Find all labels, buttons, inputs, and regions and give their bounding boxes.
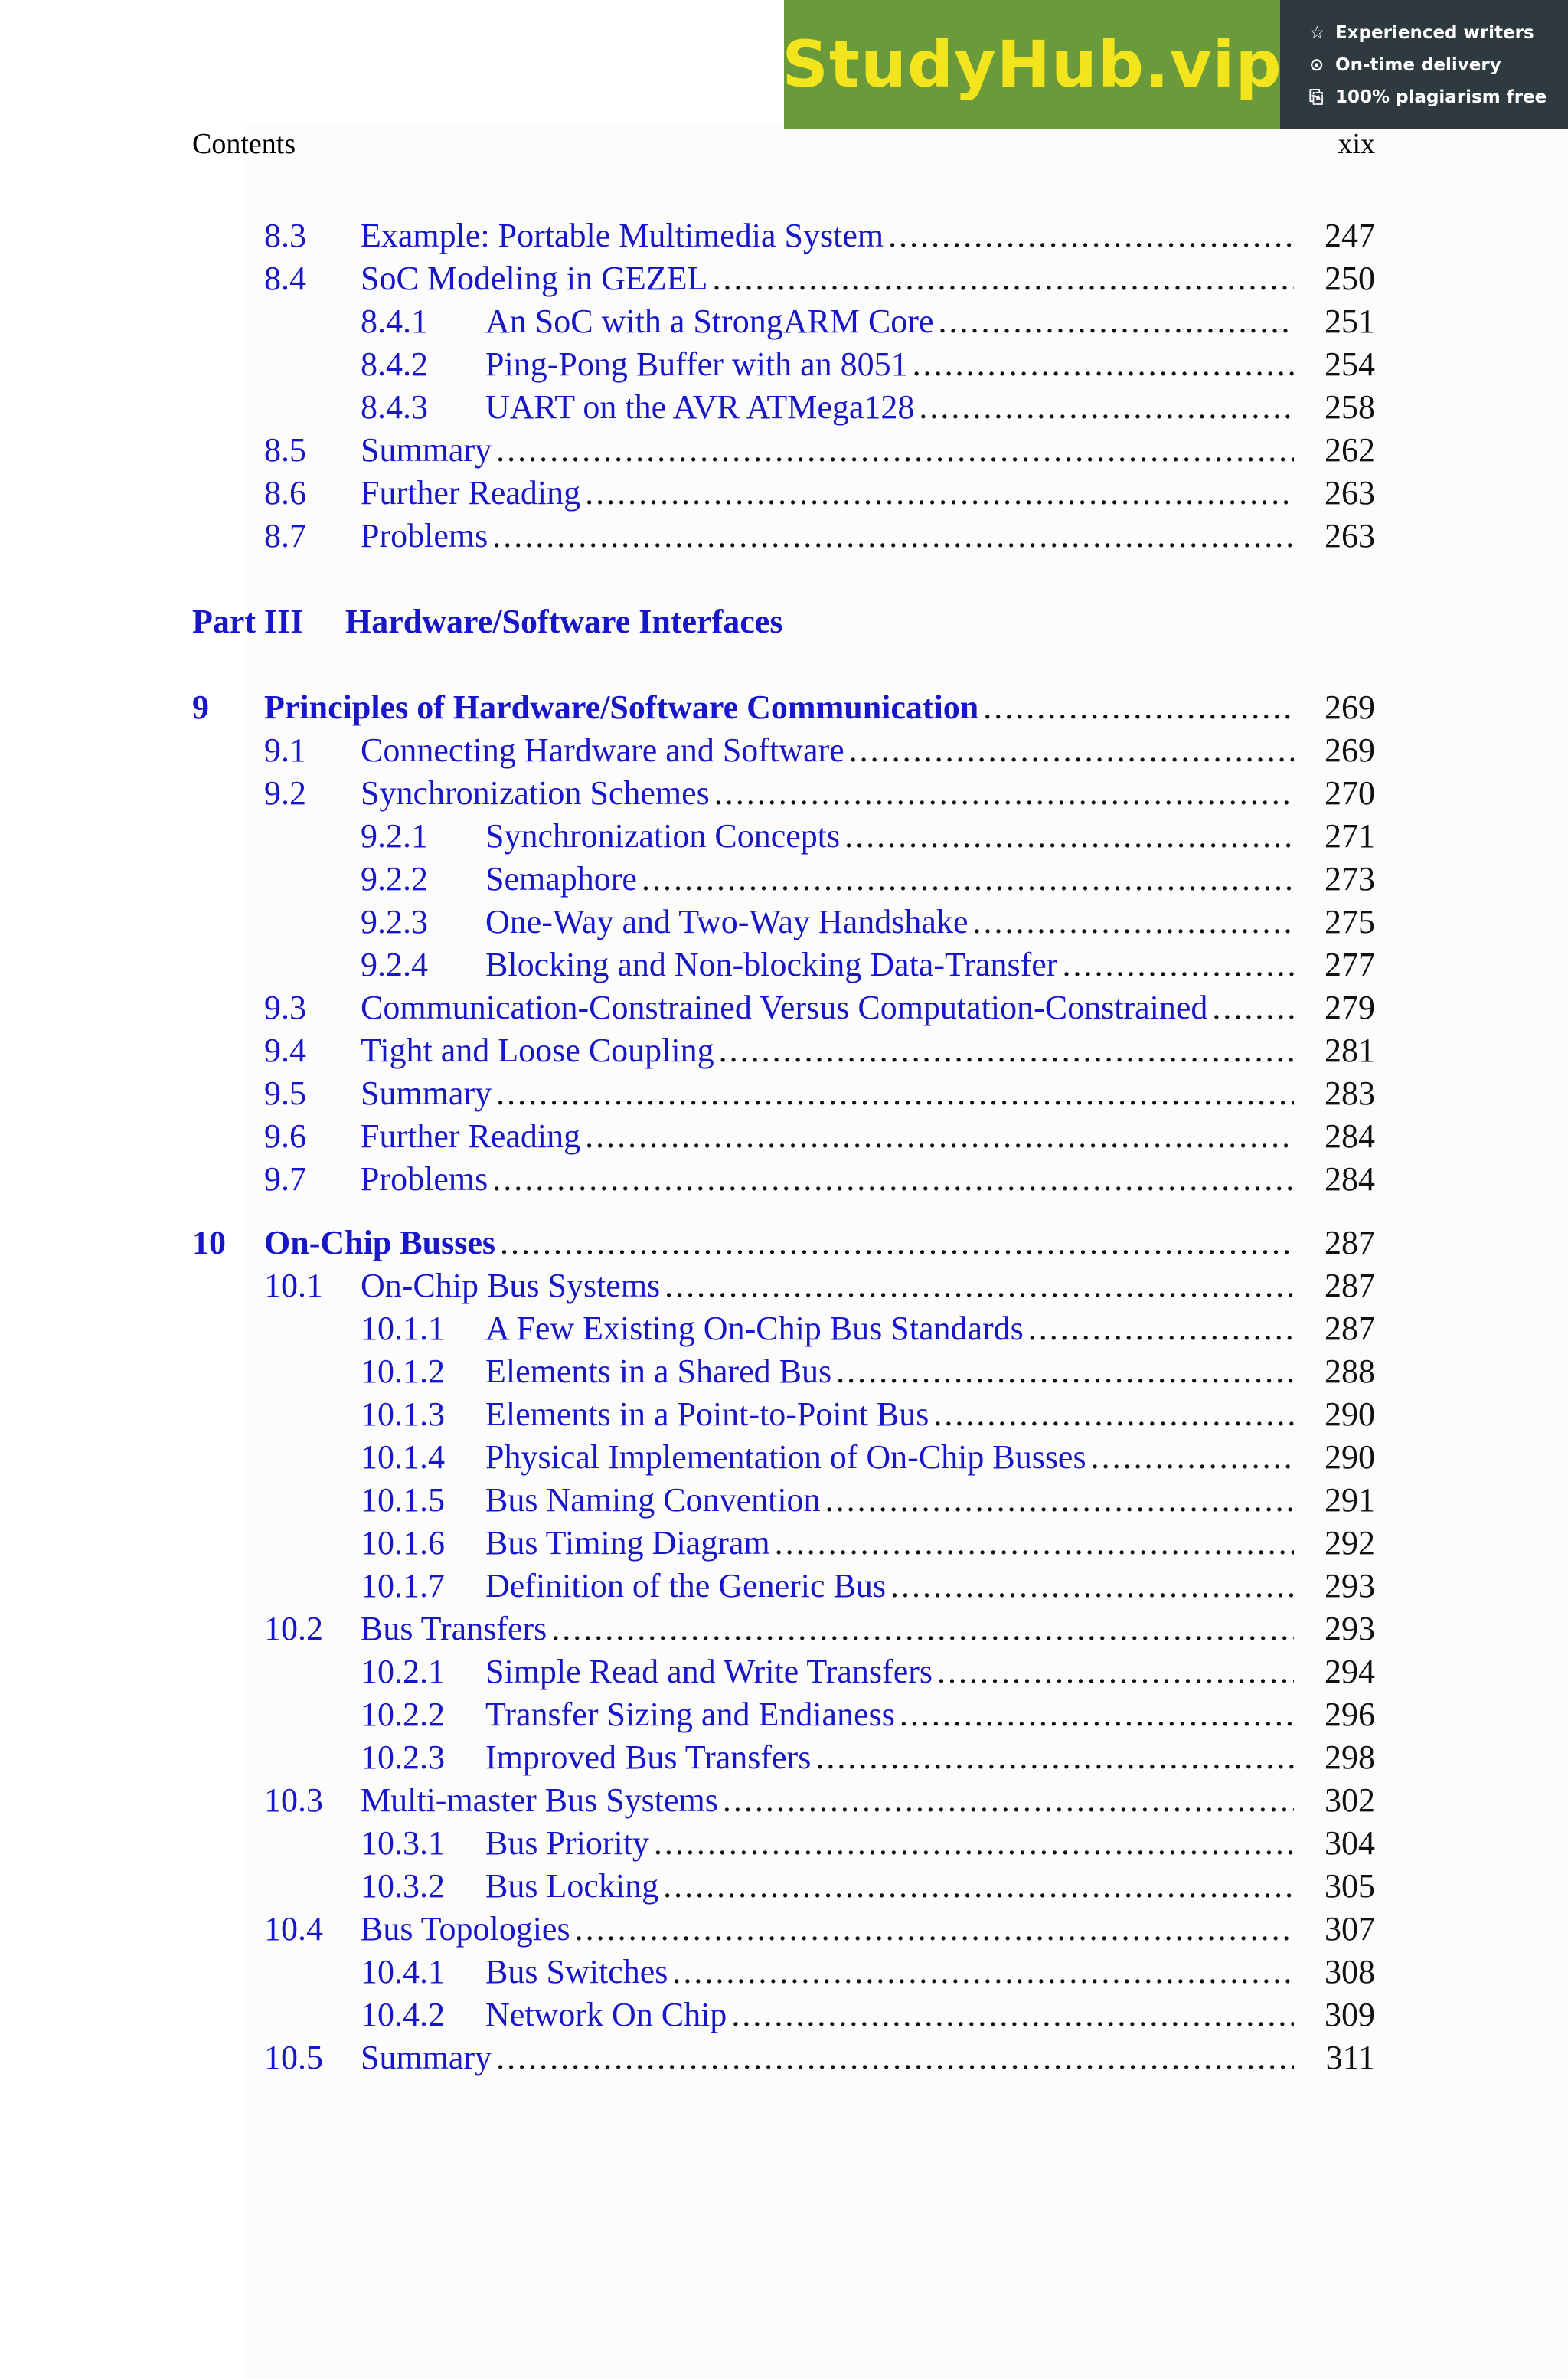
dot-leader <box>663 1865 1294 1908</box>
toc-entry-page: 250 <box>1325 260 1375 297</box>
toc-entry-page: 287 <box>1325 1310 1375 1347</box>
toc-entry-page: 292 <box>1325 1524 1375 1562</box>
dot-leader <box>500 1222 1294 1264</box>
banner-feature-label: 100% plagiarism free <box>1335 87 1547 107</box>
toc-entry[interactable] <box>0 1951 1568 1994</box>
toc-entry-number: 10.3.1 <box>361 1824 445 1862</box>
toc-entry[interactable] <box>0 986 1568 1029</box>
toc-entry-number: 9.3 <box>264 989 306 1026</box>
toc-entry-page: 290 <box>1325 1438 1375 1476</box>
toc-part-number: Part III <box>192 603 304 640</box>
dot-leader <box>496 2036 1294 2079</box>
document-icon: ⎘ <box>1309 87 1324 107</box>
dot-leader <box>825 1479 1294 1522</box>
toc-entry-number: 9.2.4 <box>361 946 428 983</box>
toc-entry-title[interactable]: Synchronization Schemes <box>361 774 710 812</box>
dot-leader <box>972 901 1294 944</box>
toc-entry-number: 10.5 <box>264 2039 323 2076</box>
toc-entry-number: 8.4.3 <box>361 388 428 426</box>
dot-leader <box>654 1822 1294 1865</box>
toc-entry-number: 10.2.2 <box>361 1696 445 1733</box>
dot-leader <box>844 815 1294 858</box>
dot-leader <box>714 772 1294 815</box>
running-header-page-number: xix <box>1338 128 1375 160</box>
running-header-title: Contents <box>192 128 296 160</box>
toc-entry-title[interactable]: Further Reading <box>361 1117 581 1155</box>
toc-entry-title[interactable]: Tight and Loose Coupling <box>361 1032 714 1069</box>
toc-entry[interactable] <box>0 1436 1568 1479</box>
dot-leader <box>900 1693 1294 1736</box>
toc-entry-page: 287 <box>1325 1224 1375 1261</box>
toc-entry-title[interactable]: Multi-master Bus Systems <box>361 1781 718 1819</box>
toc-entry-title[interactable]: Problems <box>361 1160 488 1198</box>
toc-entry-page: 298 <box>1325 1739 1375 1776</box>
toc-entry-title[interactable]: Network On Chip <box>485 1996 727 2033</box>
toc-chapter-title[interactable]: On-Chip Busses <box>264 1224 496 1261</box>
toc-entry-page: 288 <box>1325 1353 1375 1390</box>
toc-entry[interactable] <box>0 2036 1568 2079</box>
dot-leader <box>919 386 1294 429</box>
toc-entry[interactable] <box>0 1522 1568 1565</box>
toc-entry-number: 10.3.2 <box>361 1867 445 1905</box>
banner-feature-writers <box>1309 20 1562 52</box>
toc-entry-title[interactable]: Elements in a Point-to-Point Bus <box>485 1395 929 1433</box>
toc-entry-number: 9.2 <box>264 774 306 812</box>
toc-entry[interactable] <box>0 257 1568 300</box>
toc-entry[interactable] <box>0 1565 1568 1608</box>
toc-entry-page: 269 <box>1325 731 1375 769</box>
toc-entry-page: 304 <box>1325 1824 1375 1862</box>
toc-entry-title[interactable]: Semaphore <box>485 860 637 898</box>
toc-entry-title[interactable]: Communication-Constrained Versus Computation-Constrained <box>361 989 1208 1026</box>
clock-icon: ⊙ <box>1309 55 1325 75</box>
toc-entry-title[interactable]: UART on the AVR ATMega128 <box>485 388 915 426</box>
toc-entry-title[interactable]: Bus Priority <box>485 1824 649 1862</box>
toc-entry-page: 307 <box>1325 1910 1375 1948</box>
toc-entry-page: 293 <box>1325 1567 1375 1604</box>
toc-chapter-entry[interactable] <box>0 686 1568 729</box>
toc-entry-page: 247 <box>1325 217 1375 254</box>
toc-entry[interactable] <box>0 1736 1568 1779</box>
toc-entry-page: 281 <box>1325 1032 1375 1069</box>
dot-leader <box>585 1115 1294 1158</box>
toc-entry-title[interactable]: Bus Naming Convention <box>485 1481 821 1519</box>
toc-entry-number: 10.1.5 <box>361 1481 445 1519</box>
toc-entry[interactable] <box>0 1822 1568 1865</box>
toc-entry-page: 279 <box>1325 989 1375 1026</box>
toc-entry-page: 258 <box>1325 388 1375 426</box>
toc-entry-page: 290 <box>1325 1395 1375 1433</box>
toc-entry-title[interactable]: Improved Bus Transfers <box>485 1739 812 1776</box>
dot-leader <box>492 1158 1294 1201</box>
toc-part-title[interactable]: Hardware/Software Interfaces <box>345 603 783 640</box>
toc-entry-page: 284 <box>1325 1160 1375 1198</box>
toc-part-heading[interactable] <box>0 600 1568 643</box>
toc-entry-title[interactable]: Ping-Pong Buffer with an 8051 <box>485 345 908 383</box>
dot-leader <box>1212 986 1294 1029</box>
toc-entry[interactable] <box>0 1865 1568 1908</box>
toc-entry-number: 8.7 <box>264 517 306 554</box>
toc-entry[interactable] <box>0 944 1568 986</box>
toc-entry-title[interactable]: Simple Read and Write Transfers <box>485 1653 933 1690</box>
toc-entry-page: 263 <box>1325 474 1375 512</box>
toc-entry-number: 10.4.1 <box>361 1953 445 1990</box>
dot-leader <box>983 686 1294 729</box>
toc-entry-number: 10.1.4 <box>361 1438 445 1476</box>
toc-entry[interactable] <box>0 901 1568 944</box>
toc-entry-number: 9.1 <box>264 731 306 769</box>
toc-entry-title[interactable]: Connecting Hardware and Software <box>361 731 844 769</box>
toc-entry-page: 254 <box>1325 345 1375 383</box>
toc-entry[interactable] <box>0 1479 1568 1522</box>
dot-leader <box>913 343 1294 386</box>
toc-entry-title[interactable]: One-Way and Two-Way Handshake <box>485 903 969 940</box>
toc-entry-title[interactable]: Problems <box>361 517 488 554</box>
toc-entry-page: 269 <box>1325 689 1375 726</box>
toc-entry[interactable] <box>0 1307 1568 1350</box>
toc-entry-number: 9.7 <box>264 1160 306 1198</box>
toc-entry-page: 305 <box>1325 1867 1375 1905</box>
toc-entry-number: 8.4 <box>264 260 306 297</box>
toc-chapter-number: 10 <box>192 1224 226 1261</box>
toc-entry-title[interactable]: On-Chip Bus Systems <box>361 1267 661 1304</box>
toc-entry-number: 10.1.6 <box>361 1524 445 1562</box>
toc-entry-number: 8.6 <box>264 474 306 512</box>
toc-entry-page: 284 <box>1325 1117 1375 1155</box>
toc-entry-page: 291 <box>1325 1481 1375 1519</box>
toc-entry[interactable] <box>0 772 1568 815</box>
studyhub-logo[interactable] <box>784 0 1280 129</box>
toc-entry[interactable] <box>0 1779 1568 1822</box>
dot-leader <box>775 1522 1294 1565</box>
dot-leader <box>575 1908 1294 1951</box>
dot-leader <box>938 300 1294 343</box>
toc-entry[interactable] <box>0 1264 1568 1307</box>
toc-entry[interactable] <box>0 1393 1568 1436</box>
toc-entry-title[interactable]: Bus Switches <box>485 1953 668 1990</box>
toc-entry-number: 10.1.2 <box>361 1353 445 1390</box>
toc-entry-number: 10.3 <box>264 1781 323 1819</box>
toc-entry[interactable] <box>0 858 1568 901</box>
toc-entry-title[interactable]: Bus Locking <box>485 1867 659 1905</box>
toc-entry[interactable] <box>0 1158 1568 1201</box>
toc-entry-page: 302 <box>1325 1781 1375 1819</box>
dot-leader <box>836 1350 1294 1393</box>
toc-entry-title[interactable]: Bus Timing Diagram <box>485 1524 770 1562</box>
toc-entry-title[interactable]: Example: Portable Multimedia System <box>361 217 884 254</box>
dot-leader <box>888 214 1294 257</box>
toc-entry-number: 10.4.2 <box>361 1996 445 2033</box>
dot-leader <box>937 1650 1294 1693</box>
toc-entry[interactable] <box>0 1350 1568 1393</box>
toc-entry-number: 8.4.2 <box>361 345 428 383</box>
dot-leader <box>496 1072 1294 1115</box>
dot-leader <box>1091 1436 1294 1479</box>
toc-entry-page: 270 <box>1325 774 1375 812</box>
toc-entry-title[interactable]: Physical Implementation of On-Chip Busses <box>485 1438 1086 1476</box>
toc-entry-page: 308 <box>1325 1953 1375 1990</box>
toc-entry[interactable] <box>0 429 1568 472</box>
toc-entry-number: 9.2.1 <box>361 817 428 855</box>
dot-leader <box>585 472 1294 515</box>
toc-entry-page: 263 <box>1325 517 1375 554</box>
toc-entry[interactable] <box>0 1608 1568 1650</box>
toc-entry-page: 251 <box>1325 303 1375 340</box>
toc-entry[interactable] <box>0 1029 1568 1072</box>
toc-entry-number: 10.1.3 <box>361 1395 445 1433</box>
banner-feature-label: Experienced writers <box>1335 23 1534 43</box>
toc-entry[interactable] <box>0 815 1568 858</box>
toc-entry-title[interactable]: Summary <box>361 2039 492 2076</box>
toc-entry-title[interactable]: Further Reading <box>361 474 581 512</box>
toc-entry[interactable] <box>0 343 1568 386</box>
toc-entry-page: 311 <box>1325 2039 1375 2076</box>
toc-chapter-entry[interactable] <box>0 1222 1568 1264</box>
toc-entry-number: 10.2.1 <box>361 1653 445 1690</box>
dot-leader <box>815 1736 1294 1779</box>
studyhub-logo-text: StudyHub.vip <box>782 27 1282 102</box>
toc-entry-number: 9.2.2 <box>361 860 428 898</box>
toc-entry-number: 9.2.3 <box>361 903 428 940</box>
toc-chapter-number: 9 <box>192 689 209 726</box>
dot-leader <box>723 1779 1294 1822</box>
toc-entry[interactable] <box>0 214 1568 257</box>
toc-entry-title[interactable]: Bus Topologies <box>361 1910 570 1948</box>
toc-entry-title[interactable]: Blocking and Non-blocking Data-Transfer <box>485 946 1058 983</box>
toc-entry-number: 8.4.1 <box>361 303 428 340</box>
dot-leader <box>551 1608 1294 1650</box>
toc-entry-title[interactable]: A Few Existing On-Chip Bus Standards <box>485 1310 1024 1347</box>
toc-entry-page: 283 <box>1325 1075 1375 1112</box>
dot-leader <box>492 515 1294 558</box>
dot-leader <box>890 1565 1294 1608</box>
dot-leader <box>712 257 1294 300</box>
toc-entry-number: 9.5 <box>264 1075 306 1112</box>
toc-entry-page: 287 <box>1325 1267 1375 1304</box>
toc-entry[interactable] <box>0 1994 1568 2036</box>
toc-entry-title[interactable]: SoC Modeling in GEZEL <box>361 260 708 297</box>
star-icon: ☆ <box>1309 23 1325 43</box>
toc-entry-number: 10.1.1 <box>361 1310 445 1347</box>
toc-entry-title[interactable]: Synchronization Concepts <box>485 817 841 855</box>
toc-entry-title[interactable]: Elements in a Shared Bus <box>485 1353 832 1390</box>
toc-entry[interactable] <box>0 1693 1568 1736</box>
toc-entry-page: 293 <box>1325 1610 1375 1647</box>
dot-leader <box>1062 944 1294 986</box>
toc-entry[interactable] <box>0 386 1568 429</box>
toc-entry-title[interactable]: Summary <box>361 431 492 469</box>
toc-entry[interactable] <box>0 515 1568 558</box>
toc-entry-number: 10.4 <box>264 1910 323 1948</box>
toc-entry[interactable] <box>0 1115 1568 1158</box>
banner-feature-list <box>1309 20 1562 116</box>
toc-entry-number: 10.1.7 <box>361 1567 445 1604</box>
toc-chapter-title[interactable]: Principles of Hardware/Software Communication <box>264 689 979 726</box>
banner-feature-delivery <box>1309 52 1562 84</box>
toc-entry-number: 8.3 <box>264 217 306 254</box>
dot-leader <box>849 729 1294 772</box>
toc-entry-page: 296 <box>1325 1696 1375 1733</box>
toc-entry[interactable] <box>0 729 1568 772</box>
toc-entry-page: 294 <box>1325 1653 1375 1690</box>
dot-leader <box>642 858 1294 901</box>
toc-entry-number: 10.2 <box>264 1610 323 1647</box>
toc-entry-number: 10.2.3 <box>361 1739 445 1776</box>
toc-entry[interactable] <box>0 1650 1568 1693</box>
toc-entry-page: 273 <box>1325 860 1375 898</box>
toc-entry-title[interactable]: An SoC with a StrongARM Core <box>485 303 934 340</box>
dot-leader <box>933 1393 1294 1436</box>
toc-entry[interactable] <box>0 472 1568 515</box>
dot-leader <box>496 429 1294 472</box>
toc-entry-number: 10.1 <box>264 1267 323 1304</box>
dot-leader <box>672 1951 1294 1994</box>
toc-entry-number: 8.5 <box>264 431 306 469</box>
toc-entry[interactable] <box>0 300 1568 343</box>
toc-entry-title[interactable]: Definition of the Generic Bus <box>485 1567 886 1604</box>
toc-entry-page: 277 <box>1325 946 1375 983</box>
toc-entry-title[interactable]: Transfer Sizing and Endianess <box>485 1696 895 1733</box>
toc-entry-page: 309 <box>1325 1996 1375 2033</box>
dot-leader <box>719 1029 1294 1072</box>
toc-entry[interactable] <box>0 1908 1568 1951</box>
toc-entry-page: 262 <box>1325 431 1375 469</box>
dot-leader <box>665 1264 1294 1307</box>
dot-leader <box>1028 1307 1294 1350</box>
toc-entry-number: 9.6 <box>264 1117 306 1155</box>
dot-leader <box>731 1994 1294 2036</box>
toc-entry-page: 275 <box>1325 903 1375 940</box>
banner-feature-label: On-time delivery <box>1335 55 1501 75</box>
toc-entry[interactable] <box>0 1072 1568 1115</box>
toc-entry-title[interactable]: Bus Transfers <box>361 1610 547 1647</box>
banner-feature-plagiarism <box>1309 84 1562 116</box>
toc-entry-number: 9.4 <box>264 1032 306 1069</box>
studyhub-banner[interactable] <box>784 0 1568 129</box>
toc-entry-title[interactable]: Summary <box>361 1075 492 1112</box>
toc-entry-page: 271 <box>1325 817 1375 855</box>
